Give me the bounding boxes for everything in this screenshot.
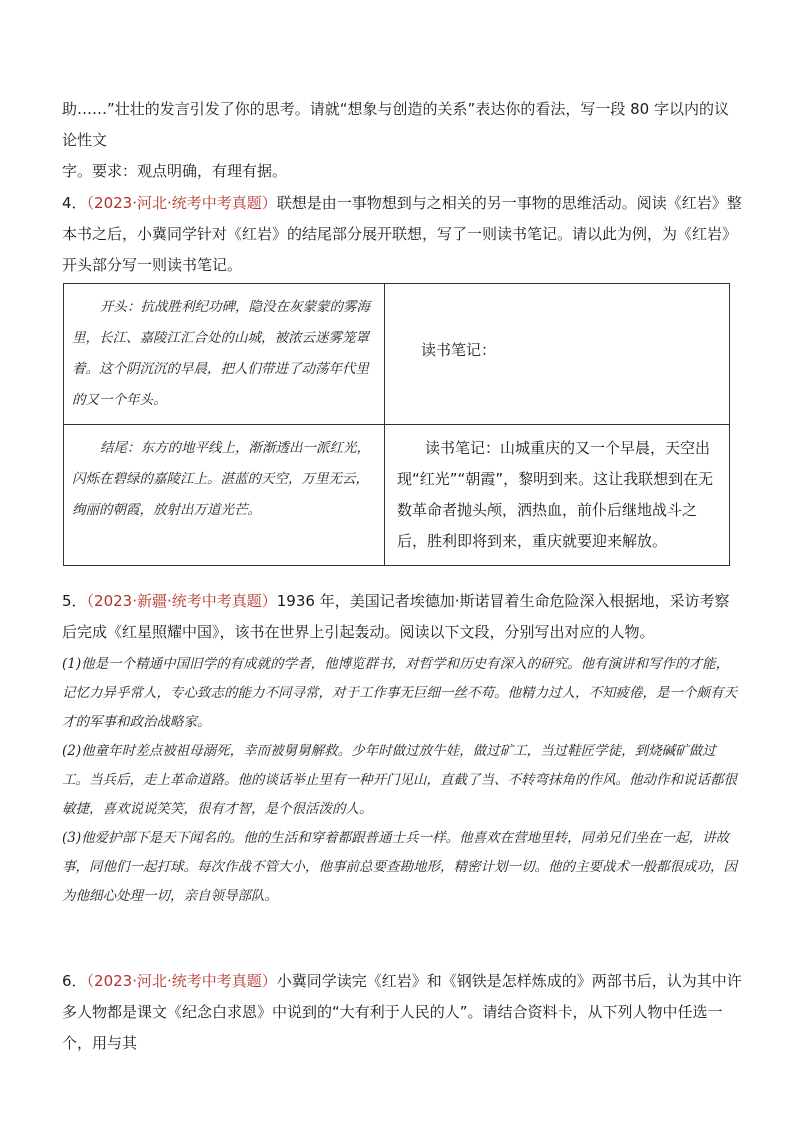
question-number: 5． — [62, 592, 87, 610]
prev-question-ending — [62, 94, 742, 187]
reading-notes-table — [63, 283, 730, 566]
opening-note-label: 读书笔记： — [421, 340, 497, 359]
question-number: 4． — [62, 194, 87, 212]
table-cell-ending — [64, 425, 385, 566]
question-source: （2023·河北·统考中考真题） — [86, 972, 277, 990]
opening-excerpt: 开头：抗战胜利纪功碑，隐没在灰蒙蒙的雾海里，长江、嘉陵江汇合处的山城，被浓云迷雾笼罩着。这个阴沉沉的早晨，把人们带进了动荡年代里的又一个年头。 — [72, 299, 370, 408]
q5-passages — [62, 650, 742, 911]
question-text: 小冀同学读完《红岩》和《钢铁是怎样炼成的》两部书后，认为其中许多人物都是课文《纪念白求恩》中说到的“大有利于人民的人”。请结合资料卡，从下列人物中任选一个，用与其 — [62, 972, 742, 1052]
question-6 — [62, 966, 742, 1059]
ending-excerpt: 结尾：东方的地平线上，渐渐透出一派红光，闪烁在碧绿的嘉陵江上。湛蓝的天空，万里无云，绚丽的朝霞，放射出万道光芒。 — [72, 440, 370, 518]
table-cell-opening — [64, 284, 385, 425]
question-text: 1936 年，美国记者埃德加·斯诺冒着生命危险深入根据地，采访考察后完成《红星照耀中国》，该书在世界上引起轰动。阅读以下文段，分别写出对应的人物。 — [62, 592, 730, 641]
question-source: （2023·新疆·统考中考真题） — [86, 592, 277, 610]
passage-item: (2)他童年时差点被祖母溺死，幸而被舅舅解救。少年时做过放牛娃，做过矿工，当过鞋匠学徒，到烧碱矿做过工。当兵后，走上革命道路。他的谈话举止里有一种开门见山，直截了当、不转弯抹角的作风。他动作和说话都很敏捷，喜欢说说笑笑，很有才智，是个很活泼的人。 — [62, 743, 737, 817]
prev-question-line1: 助……”壮壮的发言引发了你的思考。请就“想象与创造的关系”表达你的看法，写一段 80 字以内的议论性文 — [62, 100, 729, 149]
prev-question-line2: 字。要求：观点明确，有理有据。 — [62, 162, 288, 180]
table-cell-opening-note[interactable] — [385, 284, 730, 425]
passage-item: (3)他爱护部下是天下闻名的。他的生活和穿着都跟普通士兵一样。他喜欢在营地里转，同弟兄们坐在一起，讲故事，同他们一起打球。每次作战不管大小，他事前总要查勘地形，精密计划一切。他的主要战术一般都很成功，因为他细心处理一切，亲自领导部队。 — [62, 830, 737, 904]
question-number: 6． — [62, 972, 87, 990]
ending-note: 读书笔记：山城重庆的又一个早晨，天空出现“红光”“朝霞”，黎明到来。这让我联想到在无数革命者抛头颅，洒热血，前仆后继地战斗之后，胜利即将到来，重庆就要迎来解放。 — [397, 439, 714, 550]
question-4 — [62, 188, 742, 281]
table-cell-ending-note — [385, 425, 730, 566]
question-text: 联想是由一事物想到与之相关的另一事物的思维活动。阅读《红岩》整本书之后，小冀同学针对《红岩》的结尾部分展开联想，写了一则读书笔记。请以此为例，为《红岩》开头部分写一则读书笔记。 — [62, 194, 742, 274]
table-row — [64, 284, 730, 425]
question-source: （2023·河北·统考中考真题） — [86, 194, 277, 212]
question-5 — [62, 586, 742, 648]
table-row — [64, 425, 730, 566]
passage-item: (1)他是一个精通中国旧学的有成就的学者，他博览群书，对哲学和历史有深入的研究。他有演讲和写作的才能，记忆力异乎常人，专心致志的能力不同寻常，对于工作事无巨细一丝不苟。他精力过人，不知疲倦，是一个颇有天才的军事和政治战略家。 — [62, 656, 737, 730]
